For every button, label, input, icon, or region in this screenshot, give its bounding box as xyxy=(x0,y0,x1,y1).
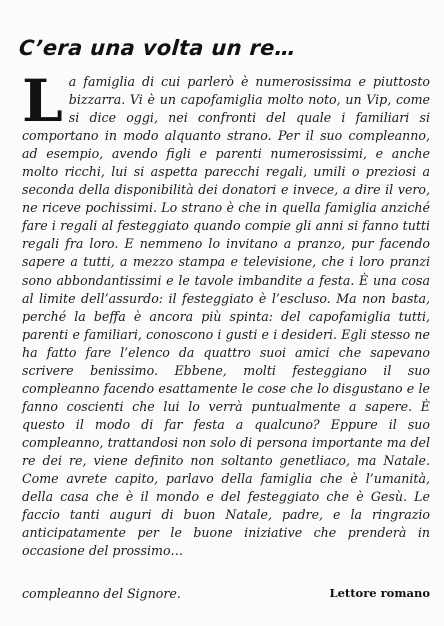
reader-signature: Lettore romano xyxy=(329,586,430,600)
article-title: C’era una volta un re… xyxy=(18,36,297,60)
article-body xyxy=(22,67,430,560)
drop-cap: L xyxy=(22,67,63,135)
article-text: a famiglia di cui parlerò è numerosissima e piuttosto bizzarra. Vi è un capofamiglia molto noto, un Vip, come si dice oggi, nei confronti del quale i familiari si comportano in modo alquanto strano. Per il suo compleanno, ad esempio, avendo figli e parenti numerosissimi, e anche molto ricchi, lui si aspetta parecchi regali, umili o preziosi a seconda della disponibilità dei donatori e invece, a dire il vero, ne riceve pochissimi. Lo strano è che in quella famiglia anziché fare i regali al festeggiato quando compie gli anni si fanno tutti regali fra loro. E nemmeno lo invitano a pranzo, pur facendo sapere a tutti, a mezzo stampa e televisione, che i loro pranzi sono abbondantissimi e le tavole imbandite a festa. È una cosa al limite dell’assurdo: il festeggiato è l’escluso. Ma non basta, perché la beffa è ancora più spinta: del capofamiglia tutti, parenti e familiari, conoscono i gusti e i desideri. Egli stesso ne ha fatto fare l’elenco da quattro suoi amici che sapevano scrivere benissimo. Ebbene, molti festeggiano il suo compleanno facendo esattamente le cose che lo disgustano e le fanno coscienti che lui lo verrà puntualmente a sapere. È questo il modo di far festa a qualcuno? Eppure il suo compleanno, trattandosi non solo di persona importante ma del re dei re, viene definito non soltanto genetliaco, ma Natale. Come avrete capito, parlavo della famiglia che è l’umanità, della casa che è il mondo e del festeggiato che è Gesù. Le faccio tanti auguri di buon Natale, padre, e la ringrazio anticipatamente per le buone iniziative che prenderà in occasione del prossimo… xyxy=(22,74,430,559)
closing-line xyxy=(22,586,430,601)
article-last-line: compleanno del Signore. xyxy=(22,586,181,601)
